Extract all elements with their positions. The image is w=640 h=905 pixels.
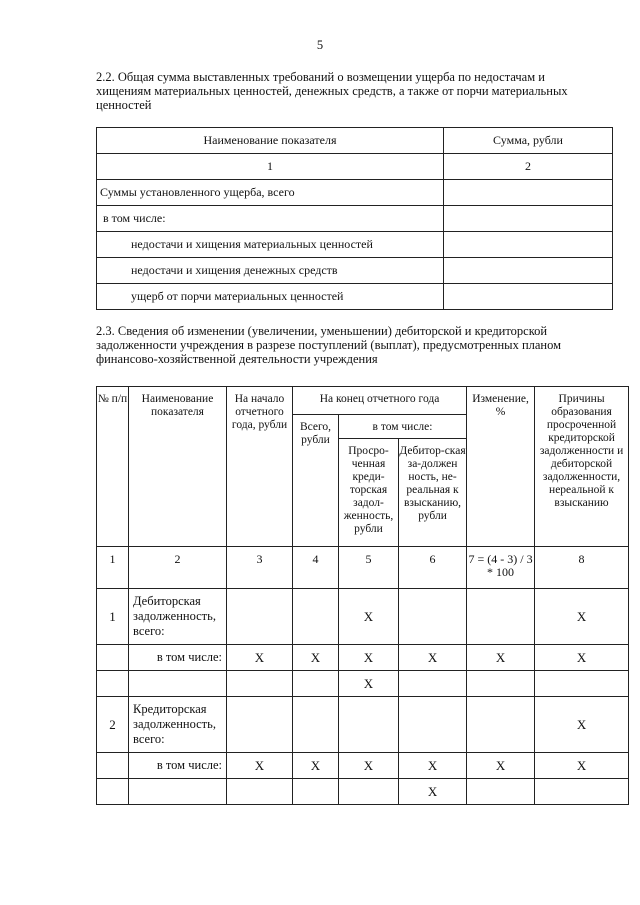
table1-header-name: Наименование показателя	[97, 128, 444, 154]
cell-reasons	[535, 671, 629, 697]
cell-reasons: X	[535, 697, 629, 753]
cell-total	[293, 697, 339, 753]
table-row	[97, 232, 613, 258]
cell-overdue	[339, 697, 399, 753]
cell-reasons	[535, 779, 629, 805]
row-label: в том числе:	[97, 206, 444, 232]
cell-debit-bad	[399, 697, 467, 753]
cell-change	[467, 779, 535, 805]
cell-total: X	[293, 753, 339, 779]
cell-start	[227, 697, 293, 753]
col-number: 3	[227, 547, 293, 589]
row-num	[97, 671, 129, 697]
cell-start	[227, 589, 293, 645]
row-name: в том числе:	[129, 753, 227, 779]
row-num	[97, 645, 129, 671]
row-num: 2	[97, 697, 129, 753]
table-row	[97, 589, 629, 645]
row-value	[444, 284, 613, 310]
section-2-2-line1: 2.2. Общая сумма выставленных требований о возмещении ущерба по недостачам и	[96, 70, 545, 84]
table-row	[97, 284, 613, 310]
cell-change: X	[467, 645, 535, 671]
header-end: На конец отчетного года	[293, 387, 467, 415]
table2-header-row	[97, 387, 629, 415]
table-row	[97, 180, 613, 206]
section-2-2-heading	[96, 70, 612, 112]
table1-header-sum: Сумма, рубли	[444, 128, 613, 154]
receivables-payables-table	[96, 386, 629, 805]
header-debit-bad: Дебитор-ская за-должен ность, не-реальная к взысканию, рубли	[399, 439, 467, 547]
table-row	[97, 671, 629, 697]
table-row	[97, 753, 629, 779]
page-number: 5	[316, 38, 324, 52]
header-total: Всего, рубли	[293, 415, 339, 547]
row-label: ущерб от порчи материальных ценностей	[97, 284, 444, 310]
header-reasons: Причины образования просроченной кредиторской задолженности и дебиторской задолженности, нереальной к взысканию	[535, 387, 629, 547]
cell-debit-bad: X	[399, 753, 467, 779]
cell-overdue: X	[339, 671, 399, 697]
cell-start: X	[227, 645, 293, 671]
cell-debit-bad: X	[399, 645, 467, 671]
cell-overdue: X	[339, 589, 399, 645]
row-value	[444, 180, 613, 206]
row-num	[97, 753, 129, 779]
section-2-2-line2: хищениям материальных ценностей, денежных средств, а также от порчи материальных	[96, 84, 568, 98]
cell-reasons: X	[535, 753, 629, 779]
cell-overdue: X	[339, 753, 399, 779]
section-2-2-line3: ценностей	[96, 98, 152, 112]
cell-total	[293, 589, 339, 645]
cell-debit-bad	[399, 589, 467, 645]
cell-overdue: X	[339, 645, 399, 671]
col-number: 8	[535, 547, 629, 589]
cell-debit-bad	[399, 671, 467, 697]
col-number: 6	[399, 547, 467, 589]
cell-total	[293, 671, 339, 697]
cell-change	[467, 697, 535, 753]
header-change: Изменение, %	[467, 387, 535, 547]
cell-reasons: X	[535, 645, 629, 671]
cell-change	[467, 589, 535, 645]
cell-overdue	[339, 779, 399, 805]
row-name: Кредиторская задолженность, всего:	[129, 697, 227, 753]
row-label: Суммы установленного ущерба, всего	[97, 180, 444, 206]
row-num: 1	[97, 589, 129, 645]
table1-col-number: 2	[444, 154, 613, 180]
header-num: № п/п	[97, 387, 129, 547]
table-row	[97, 645, 629, 671]
row-name: Дебиторская задолженность, всего:	[129, 589, 227, 645]
col-number: 2	[129, 547, 227, 589]
cell-reasons: X	[535, 589, 629, 645]
row-num	[97, 779, 129, 805]
row-label: недостачи и хищения денежных средств	[97, 258, 444, 284]
table1-number-row	[97, 154, 613, 180]
row-name	[129, 671, 227, 697]
cell-start	[227, 779, 293, 805]
cell-change	[467, 671, 535, 697]
damage-claims-table	[96, 127, 613, 310]
header-name: Наименование показателя	[129, 387, 227, 547]
section-2-3-line3: финансово-хозяйственной деятельности учреждения	[96, 352, 378, 366]
cell-total: X	[293, 645, 339, 671]
header-overdue: Просро-ченная креди-торская задол-женность, рубли	[339, 439, 399, 547]
cell-start: X	[227, 753, 293, 779]
col-number: 5	[339, 547, 399, 589]
header-incl: в том числе:	[339, 415, 467, 439]
row-value	[444, 232, 613, 258]
table1-col-number: 1	[97, 154, 444, 180]
col-number: 1	[97, 547, 129, 589]
cell-total	[293, 779, 339, 805]
row-value	[444, 258, 613, 284]
section-2-3-line2: задолженности учреждения в разрезе поступлений (выплат), предусмотренных планом	[96, 338, 562, 352]
table-row	[97, 779, 629, 805]
section-2-3-line1: 2.3. Сведения об изменении (увеличении, уменьшении) дебиторской и кредиторской	[96, 324, 548, 338]
table-row	[97, 697, 629, 753]
table1-header-row	[97, 128, 613, 154]
cell-start	[227, 671, 293, 697]
row-label: недостачи и хищения материальных ценностей	[97, 232, 444, 258]
table2-number-row	[97, 547, 629, 589]
table-row	[97, 258, 613, 284]
table-row	[97, 206, 613, 232]
col-number: 7 = (4 - 3) / 3 * 100	[467, 547, 535, 589]
row-name	[129, 779, 227, 805]
header-start: На начало отчетного года, рубли	[227, 387, 293, 547]
row-name: в том числе:	[129, 645, 227, 671]
cell-debit-bad: X	[399, 779, 467, 805]
section-2-3-heading	[96, 324, 612, 366]
row-value	[444, 206, 613, 232]
cell-change: X	[467, 753, 535, 779]
col-number: 4	[293, 547, 339, 589]
